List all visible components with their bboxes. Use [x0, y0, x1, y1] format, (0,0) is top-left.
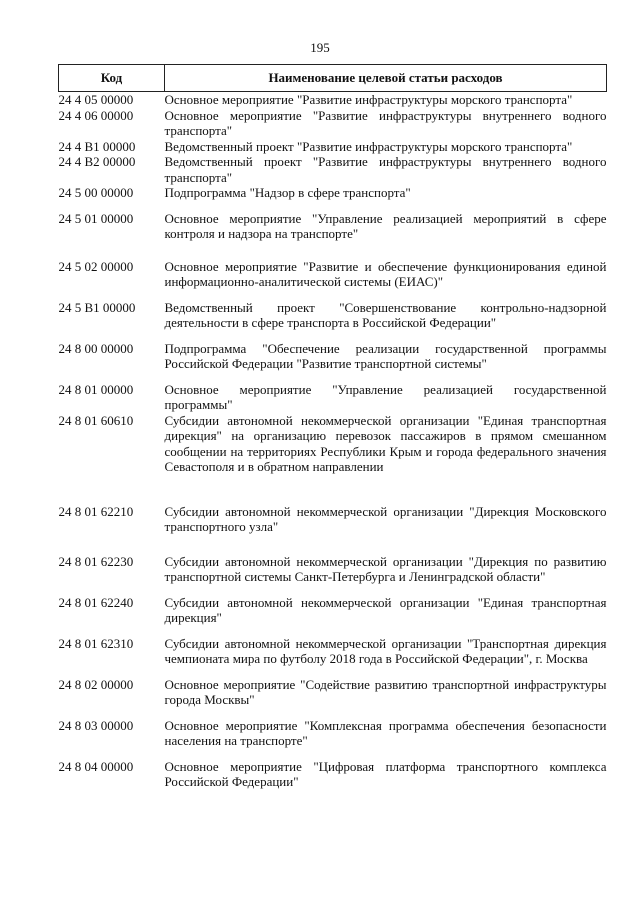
row-code: 24 8 04 00000: [58, 758, 134, 774]
row-code: 24 4 05 00000: [58, 92, 134, 107]
table-row: [59, 211, 607, 259]
table-row: [59, 636, 607, 677]
row-name: Основное мероприятие "Комплексная программа обеспечения безопасности населения на транспорте": [164, 717, 607, 748]
table-row: [59, 677, 607, 718]
row-code: 24 8 00 00000: [58, 340, 134, 356]
row-code: 24 8 02 00000: [58, 676, 134, 692]
table-row: [59, 554, 607, 595]
row-name: Субсидии автономной некоммерческой организации "Дирекция по развитию транспортной системы Санкт-Петербурга и Ленинградской области": [164, 553, 607, 584]
table-row: [59, 759, 607, 790]
table-row: [59, 382, 607, 413]
row-name: Основное мероприятие "Развитие и обеспечение функционирования единой информационно-аналитической системы (ЕИАС)": [164, 258, 607, 289]
row-name: Основное мероприятие "Развитие инфраструктуры внутреннего водного транспорта": [164, 107, 607, 138]
row-code: 24 8 01 62230: [58, 553, 134, 569]
table-row: [59, 718, 607, 759]
row-name: Субсидии автономной некоммерческой организации "Дирекция Московского транспортного узла": [164, 503, 607, 534]
row-name: Ведомственный проект "Развитие инфраструктуры внутреннего водного транспорта": [164, 154, 607, 185]
row-code: 24 4 В1 00000: [58, 138, 136, 154]
row-name: Основное мероприятие "Цифровая платформа транспортного комплекса Российской Федерации": [164, 758, 607, 789]
row-name: Субсидии автономной некоммерческой организации "Транспортная дирекция чемпионата мира по футболу 2018 года в Российской Федерации", г. Москва: [164, 635, 607, 666]
row-name: Основное мероприятие "Управление реализацией мероприятий в сфере контроля и надзора на транспорте": [164, 210, 607, 241]
row-code: 24 8 01 00000: [58, 381, 134, 397]
row-name: Подпрограмма "Обеспечение реализации государственной программы Российской Федерации "Развитие транспортной системы": [164, 340, 607, 371]
row-code: 24 8 03 00000: [58, 717, 134, 733]
row-code: 24 5 00 00000: [58, 185, 134, 200]
row-code: 24 4 В2 00000: [58, 154, 136, 169]
table-row: [59, 300, 607, 341]
table-row: [59, 341, 607, 382]
table-row: [59, 185, 607, 211]
page-number: 195: [310, 40, 330, 55]
row-name: Ведомственный проект "Развитие инфраструктуры морского транспорта": [164, 138, 573, 154]
table-row: [59, 139, 607, 155]
row-name: Подпрограмма "Надзор в сфере транспорта": [164, 185, 411, 200]
row-name: Ведомственный проект "Совершенствование контрольно-надзорной деятельности в сфере транспорта в Российской Федерации": [164, 299, 607, 330]
table-header-row: [59, 65, 607, 92]
row-name: Субсидии автономной некоммерческой организации "Единая транспортная дирекция": [164, 594, 607, 625]
row-code: 24 5 В1 00000: [58, 299, 136, 315]
row-name: Субсидии автономной некоммерческой организации "Единая транспортная дирекция" на организацию перевозок пассажиров в прямом смешанном сообщении на территориях Республики Крым и города федерального значения Севастополя и в обратном направлении: [164, 412, 607, 474]
row-code: 24 8 01 62310: [58, 635, 134, 651]
row-code: 24 8 01 62210: [58, 503, 134, 519]
row-name: Основное мероприятие "Развитие инфраструктуры морского транспорта": [164, 92, 573, 107]
row-name: Основное мероприятие "Управление реализацией государственной программы": [164, 381, 607, 412]
budget-classification-table: [58, 64, 607, 790]
table-row: [59, 259, 607, 300]
row-code: 24 8 01 62240: [58, 594, 134, 610]
row-code: 24 8 01 60610: [58, 412, 134, 428]
table-row: [59, 504, 607, 554]
row-code: 24 5 02 00000: [58, 258, 134, 274]
table-row: [59, 108, 607, 139]
table-row: [59, 92, 607, 108]
table-row: [59, 595, 607, 636]
row-code: 24 4 06 00000: [58, 107, 134, 123]
header-name: Наименование целевой статьи расходов: [165, 65, 607, 92]
header-code: Код: [59, 65, 165, 92]
row-code: 24 5 01 00000: [58, 210, 134, 226]
table-row: [59, 154, 607, 185]
table-row: [59, 413, 607, 504]
row-name: Основное мероприятие "Содействие развитию транспортной инфраструктуры города Москвы": [164, 676, 607, 707]
